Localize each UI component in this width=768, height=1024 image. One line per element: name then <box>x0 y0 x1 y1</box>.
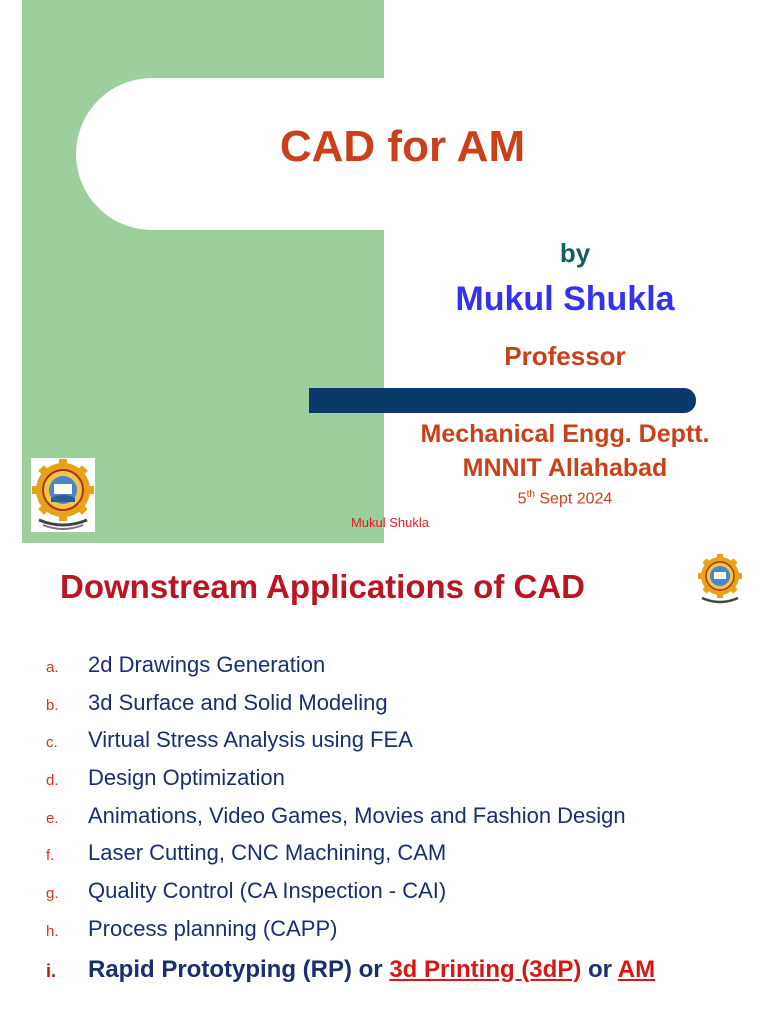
author-role: Professor <box>504 341 626 371</box>
department-line: Mechanical Engg. Deptt. <box>420 420 710 448</box>
content-slide <box>0 548 768 1024</box>
list-item-text <box>88 956 655 984</box>
list-item-text: Design Optimization <box>88 765 285 791</box>
or-text: or <box>581 955 618 983</box>
slide-title: CAD for AM <box>279 122 526 171</box>
list-marker: e. <box>46 809 59 827</box>
list-marker: a. <box>46 659 59 676</box>
list-item <box>46 727 756 765</box>
list-item <box>46 878 756 916</box>
presentation-date <box>465 489 665 508</box>
applications-list <box>46 652 756 993</box>
institute-emblem-icon <box>696 554 744 606</box>
by-label: by <box>559 238 591 268</box>
list-item <box>46 840 756 878</box>
list-item <box>46 765 756 803</box>
list-item <box>46 803 756 841</box>
list-marker: g. <box>46 885 59 903</box>
navy-divider-bar <box>309 388 696 413</box>
date-month-year: Sept 2024 <box>534 490 613 508</box>
3dp-highlight: 3d Printing (3dP) <box>389 955 582 983</box>
list-item-text: Laser Cutting, CNC Machining, CAM <box>88 840 447 866</box>
list-item-text: 2d Drawings Generation <box>88 652 326 677</box>
section-heading: Downstream Applications of CAD <box>60 568 585 605</box>
institute-line: MNNIT Allahabad <box>462 454 668 482</box>
date-day: 5 <box>517 490 527 508</box>
list-marker: b. <box>46 696 59 714</box>
list-marker: c. <box>46 734 58 752</box>
list-marker: h. <box>46 922 59 940</box>
footer-name: Mukul Shukla <box>350 515 430 530</box>
department-block <box>380 417 750 485</box>
list-item-text: Process planning (CAPP) <box>88 915 338 941</box>
list-marker: f. <box>46 847 55 865</box>
list-item-text: Animations, Video Games, Movies and Fashion Design <box>88 802 626 828</box>
rp-text: Rapid Prototyping (RP) or <box>88 955 390 983</box>
institute-emblem-icon <box>31 458 95 532</box>
am-highlight: AM <box>617 955 656 983</box>
list-marker: d. <box>46 772 59 790</box>
list-item-text: Quality Control (CA Inspection - CAI) <box>88 878 447 904</box>
list-marker: i. <box>46 960 57 981</box>
author-name: Mukul Shukla <box>455 280 675 318</box>
list-item <box>46 690 756 728</box>
list-item <box>46 916 756 954</box>
list-item-text: Virtual Stress Analysis using FEA <box>88 727 413 753</box>
list-item-text: 3d Surface and Solid Modeling <box>88 689 388 715</box>
date-suffix: th <box>526 489 535 500</box>
list-item-highlight <box>46 956 756 994</box>
list-item <box>46 652 756 690</box>
